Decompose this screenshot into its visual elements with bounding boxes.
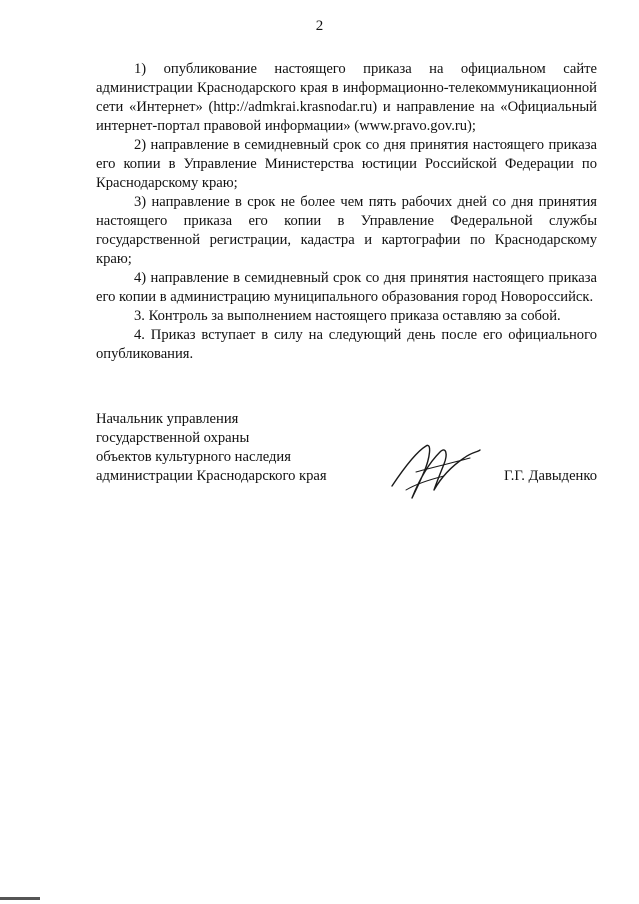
paragraph-ministry-justice: 2) направление в семидневный срок со дня принятия настоящего приказа его копии в Управление Министерства юстиции Российской Федерации по Краснодарскому краю;	[96, 137, 597, 191]
signature-block	[96, 410, 597, 500]
handwritten-signature-icon	[386, 428, 486, 508]
paragraph-rosreestr: 3) направление в срок не более чем пять рабочих дней со дня принятия настоящего приказа его копии в Управление Федеральной службы государственной регистрации, кадастра и картографии по Краснодарскому краю;	[96, 194, 597, 267]
signatory-title-line: администрации Краснодарского края	[96, 468, 327, 484]
paragraph-novorossiysk: 4) направление в семидневный срок со дня принятия настоящего приказа его копии в администрацию муниципального образования город Новороссийск.	[96, 270, 597, 305]
paragraph-control: 3. Контроль за выполнением настоящего приказа оставляю за собой.	[134, 308, 561, 324]
signatory-title-line: Начальник управления	[96, 411, 239, 427]
paragraph-effective-date: 4. Приказ вступает в силу на следующий день после его официального опубликования.	[96, 327, 597, 362]
document-body	[96, 60, 597, 364]
footer-mark	[0, 897, 40, 900]
signatory-title	[96, 410, 327, 486]
signatory-title-line: объектов культурного наследия	[96, 449, 291, 465]
page-number: 2	[315, 18, 324, 34]
paragraph-publication: 1) опубликование настоящего приказа на официальном сайте администрации Краснодарского края в информационно-телекоммуникационной сети «Интернет» (http://admkrai.krasnodar.ru) и направление на «Официальный интернет-портал правовой информации» (www.pravo.gov.ru);	[96, 61, 597, 134]
signatory-title-line: государственной охраны	[96, 430, 250, 446]
signatory-name: Г.Г. Давыденко	[503, 468, 597, 484]
